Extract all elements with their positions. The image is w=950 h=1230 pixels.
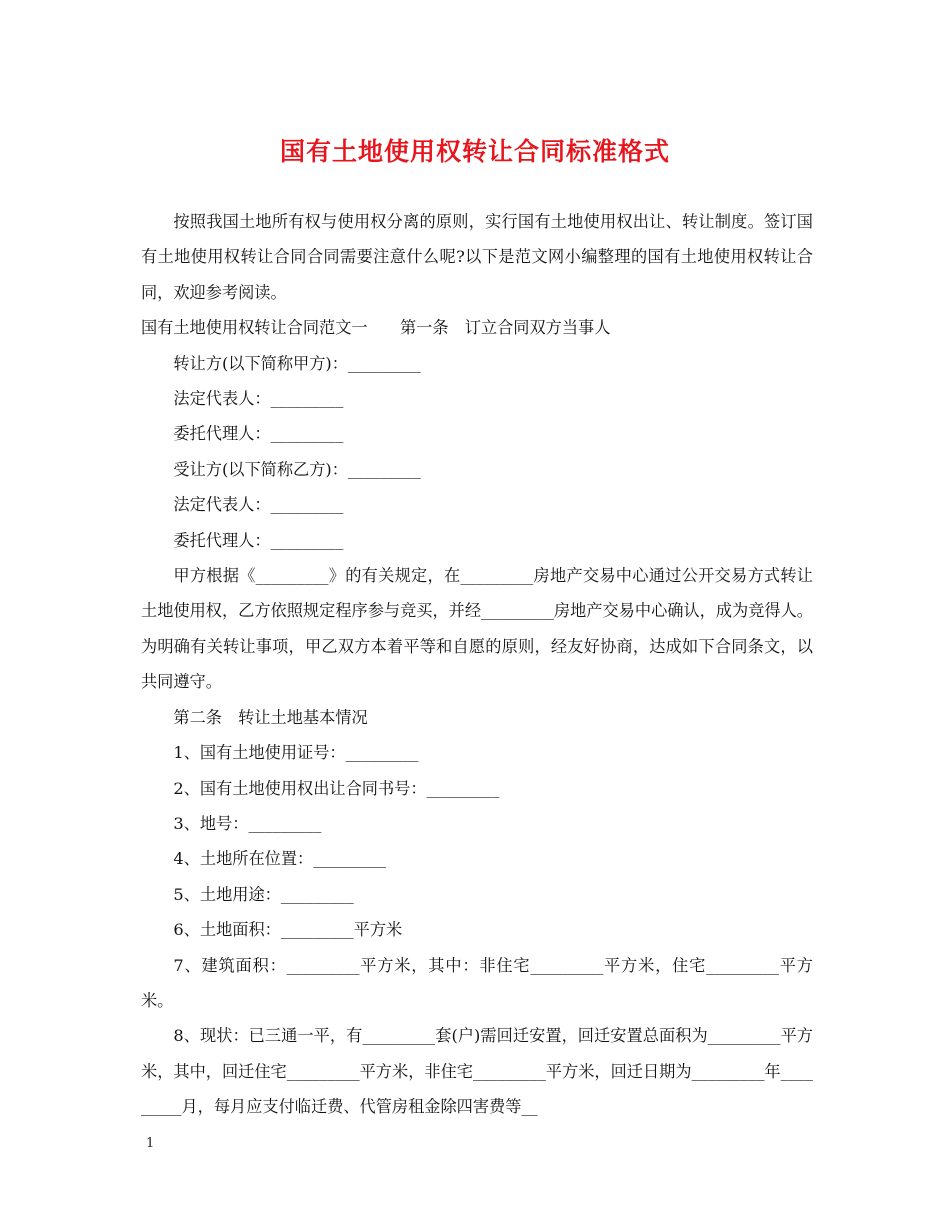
document-title: 国有土地使用权转让合同标准格式 bbox=[279, 137, 670, 166]
basis-paragraph: 甲方根据《_________》的有关规定，在_________房地产交易中心通过公开交易方式转让土地使用权，乙方依照规定程序参与竞买，并经_________房地产交易中心确认，成为竞得人。为明确有关转让事项，甲乙双方本着平等和自愿的原则，经友好协商，达成如下合同条文，以共同遵守。 bbox=[141, 566, 813, 692]
item-land-area: 6、土地面积：_________平方米 bbox=[173, 920, 403, 940]
transferor-field: 转让方(以下简称甲方)：_________ bbox=[173, 353, 421, 373]
item-grant-contract-no: 2、国有土地使用权出让合同书号：_________ bbox=[173, 778, 500, 798]
intro-paragraph: 按照我国土地所有权与使用权分离的原则，实行国有土地使用权出让、转让制度。签订国有土地使用权转让合同合同需要注意什么呢?以下是范文网小编整理的国有土地使用权转让合同，欢迎参考阅读。 bbox=[141, 212, 813, 302]
item-current-status: 8、现状：已三通一平，有_________套(户)需回迁安置，回迁安置总面积为_________平方米，其中，回迁住宅_________平方米，非住宅_________平方米，回迁日期为_________年_________月，每月应支付临迁费、代管房租金除四害费等__ bbox=[141, 1026, 813, 1117]
item-lot-number: 3、地号：_________ bbox=[173, 813, 322, 833]
section-heading-clause-1: 国有土地使用权转让合同范文一 第一条 订立合同双方当事人 bbox=[141, 318, 611, 338]
transferor-legal-rep-field: 法定代表人：_________ bbox=[173, 389, 344, 409]
transferee-agent-field: 委托代理人：_________ bbox=[173, 530, 344, 550]
item-land-location: 4、土地所在位置：_________ bbox=[173, 849, 387, 869]
clause-2-heading: 第二条 转让土地基本情况 bbox=[173, 707, 368, 727]
transferee-field: 受让方(以下简称乙方)：_________ bbox=[173, 459, 421, 479]
page-number: 1 bbox=[146, 1136, 155, 1151]
document-body bbox=[141, 204, 813, 1125]
item-land-certificate-no: 1、国有土地使用证号：_________ bbox=[173, 743, 419, 763]
item-land-use: 5、土地用途：_________ bbox=[173, 884, 354, 904]
transferor-agent-field: 委托代理人：_________ bbox=[173, 424, 344, 444]
item-building-area: 7、建筑面积：_________平方米，其中：非住宅_________平方米，住宅_________平方米。 bbox=[141, 955, 813, 1010]
transferee-legal-rep-field: 法定代表人：_________ bbox=[173, 495, 344, 515]
